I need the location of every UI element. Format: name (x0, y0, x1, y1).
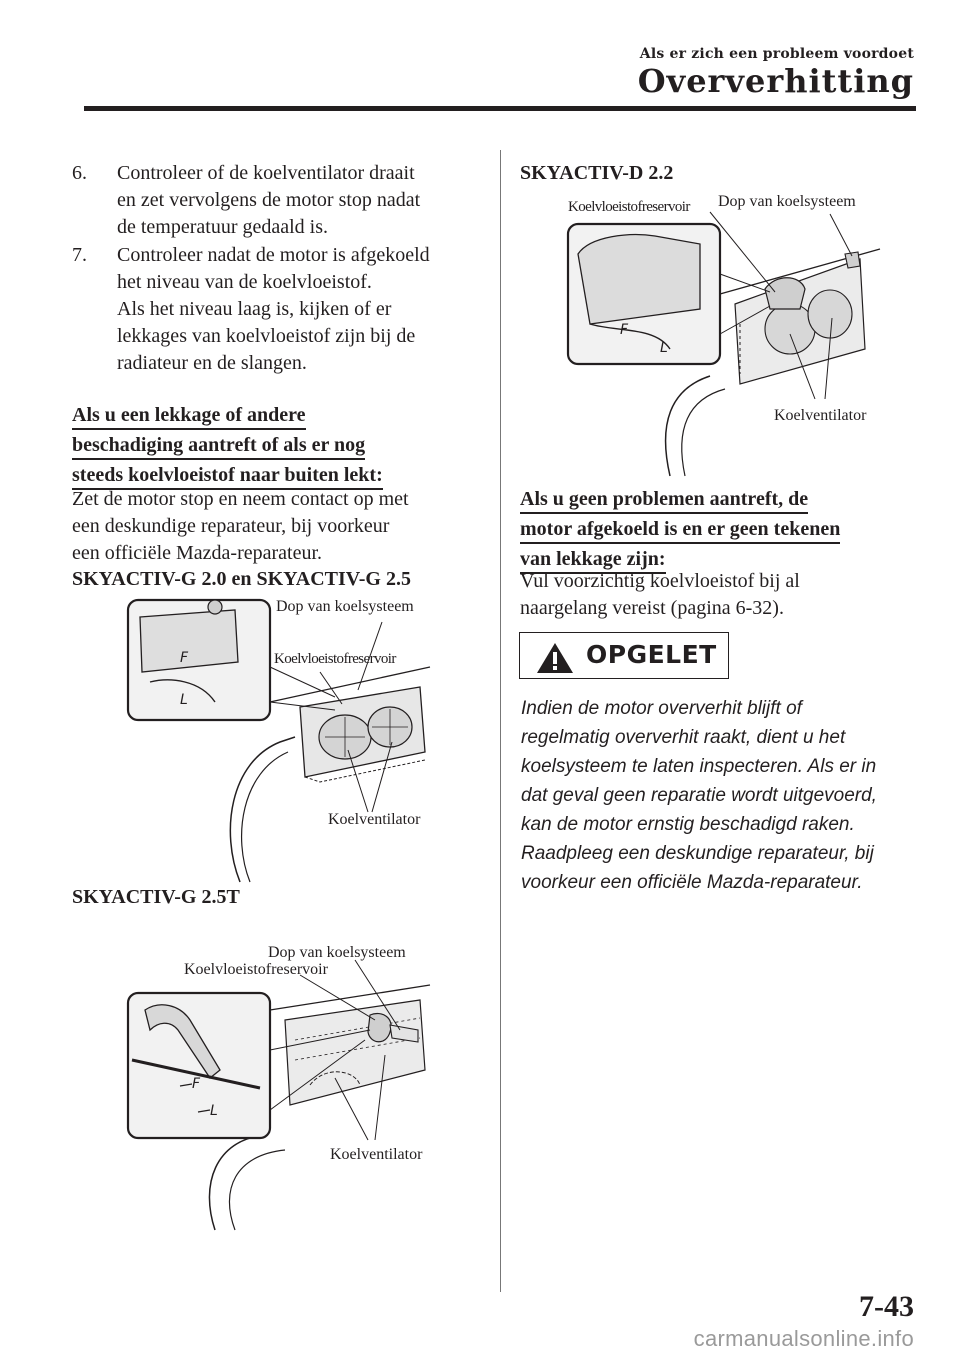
header-rule (84, 106, 916, 111)
leak-body (72, 486, 409, 567)
svg-text:F: F (192, 1076, 201, 1092)
svg-text:L: L (660, 340, 668, 356)
svg-text:F: F (620, 322, 629, 338)
step-text-line: Als het niveau laag is, kijken of er (117, 298, 392, 320)
step-6 (72, 160, 492, 241)
label-reservoir-d22: Koelvloeistofreservoir (568, 199, 690, 215)
label-reservoir-g20: Koelvloeistofreservoir (274, 651, 396, 667)
svg-text:F: F (180, 650, 189, 666)
step-number: 7. (72, 244, 87, 266)
step-7 (72, 242, 492, 377)
caution-line: regelmatig oververhit raakt, dient u het (521, 727, 846, 748)
label-fan-g20: Koelventilator (328, 811, 421, 828)
label-fan-d22: Koelventilator (774, 407, 867, 424)
step-number: 6. (72, 162, 87, 184)
no-problem-heading-line: van lekkage zijn: (520, 546, 666, 574)
caution-label: OPGELET (586, 640, 717, 669)
label-cap-g20: Dop van koelsysteem (276, 598, 414, 615)
label-fan-g25t: Koelventilator (330, 1146, 423, 1163)
leak-heading-line: beschadiging aantreft of als er nog (72, 432, 365, 460)
leak-heading (72, 400, 383, 490)
warning-icon (536, 642, 574, 674)
caution-line: voorkeur een officiële Mazda-reparateur. (521, 872, 863, 893)
leak-heading-line: Als u een lekkage of andere (72, 402, 306, 430)
step-text-line: Controleer nadat de motor is afgekoeld (117, 244, 430, 266)
leak-body-line: een deskundige reparateur, bij voorkeur (72, 515, 390, 537)
no-problem-body-line: naargelang vereist (pagina 6-32). (520, 597, 784, 619)
leak-body-line: een officiële Mazda-reparateur. (72, 542, 323, 564)
step-text-line: het niveau van de koelvloeistof. (117, 271, 372, 293)
caution-line: Raadpleeg een deskundige reparateur, bij (521, 843, 874, 864)
engine-bay-illustration-g20 (120, 592, 440, 882)
step-text-line: de temperatuur gedaald is. (117, 216, 329, 238)
watermark: carmanualsonline.info (693, 1326, 914, 1351)
figure-g20-title: SKYACTIV-G 2.0 en SKYACTIV-G 2.5 (72, 568, 411, 590)
label-cap-g25t: Dop van koelsysteem (268, 944, 406, 961)
no-problem-body (520, 568, 800, 622)
step-text-line: Controleer of de koelventilator draait (117, 162, 415, 184)
label-reservoir-g25t: Koelvloeistofreservoir (184, 961, 328, 978)
step-text-line: lekkages van koelvloeistof zijn bij de (117, 325, 416, 347)
page-title: Oververhitting (637, 62, 914, 100)
section-title: Als er zich een probleem voordoet (639, 46, 914, 62)
step-text-line: en zet vervolgens de motor stop nadat (117, 189, 421, 211)
column-divider (500, 150, 501, 1292)
figure-g25t-title: SKYACTIV-G 2.5T (72, 886, 240, 908)
caution-line: koelsysteem te laten inspecteren. Als er in (521, 756, 877, 777)
caution-line: dat geval geen reparatie wordt uitgevoerd, (521, 785, 877, 806)
figure-d22-title: SKYACTIV-D 2.2 (520, 162, 674, 184)
svg-text:L: L (210, 1103, 218, 1119)
caution-line: Indien de motor oververhit blijft of (521, 698, 802, 719)
leak-body-line: Zet de motor stop en neem contact op met (72, 488, 409, 510)
no-problem-heading-line: Als u geen problemen aantreft, de (520, 486, 808, 514)
no-problem-body-line: Vul voorzichtig koelvloeistof bij al (520, 570, 800, 592)
step-text-line: radiateur en de slangen. (117, 352, 307, 374)
svg-text:L: L (180, 692, 188, 708)
label-cap-d22: Dop van koelsysteem (718, 193, 856, 210)
engine-bay-illustration-d22 (560, 214, 890, 476)
engine-bay-illustration-g25t (120, 960, 440, 1230)
no-problem-heading (520, 484, 840, 574)
page-number: 7-43 (859, 1290, 914, 1323)
caution-line: kan de motor ernstig beschadigd raken. (521, 814, 855, 835)
caution-body (521, 694, 921, 897)
no-problem-heading-line: motor afgekoeld is en er geen tekenen (520, 516, 840, 544)
leak-heading-line: steeds koelvloeistof naar buiten lekt: (72, 462, 383, 490)
